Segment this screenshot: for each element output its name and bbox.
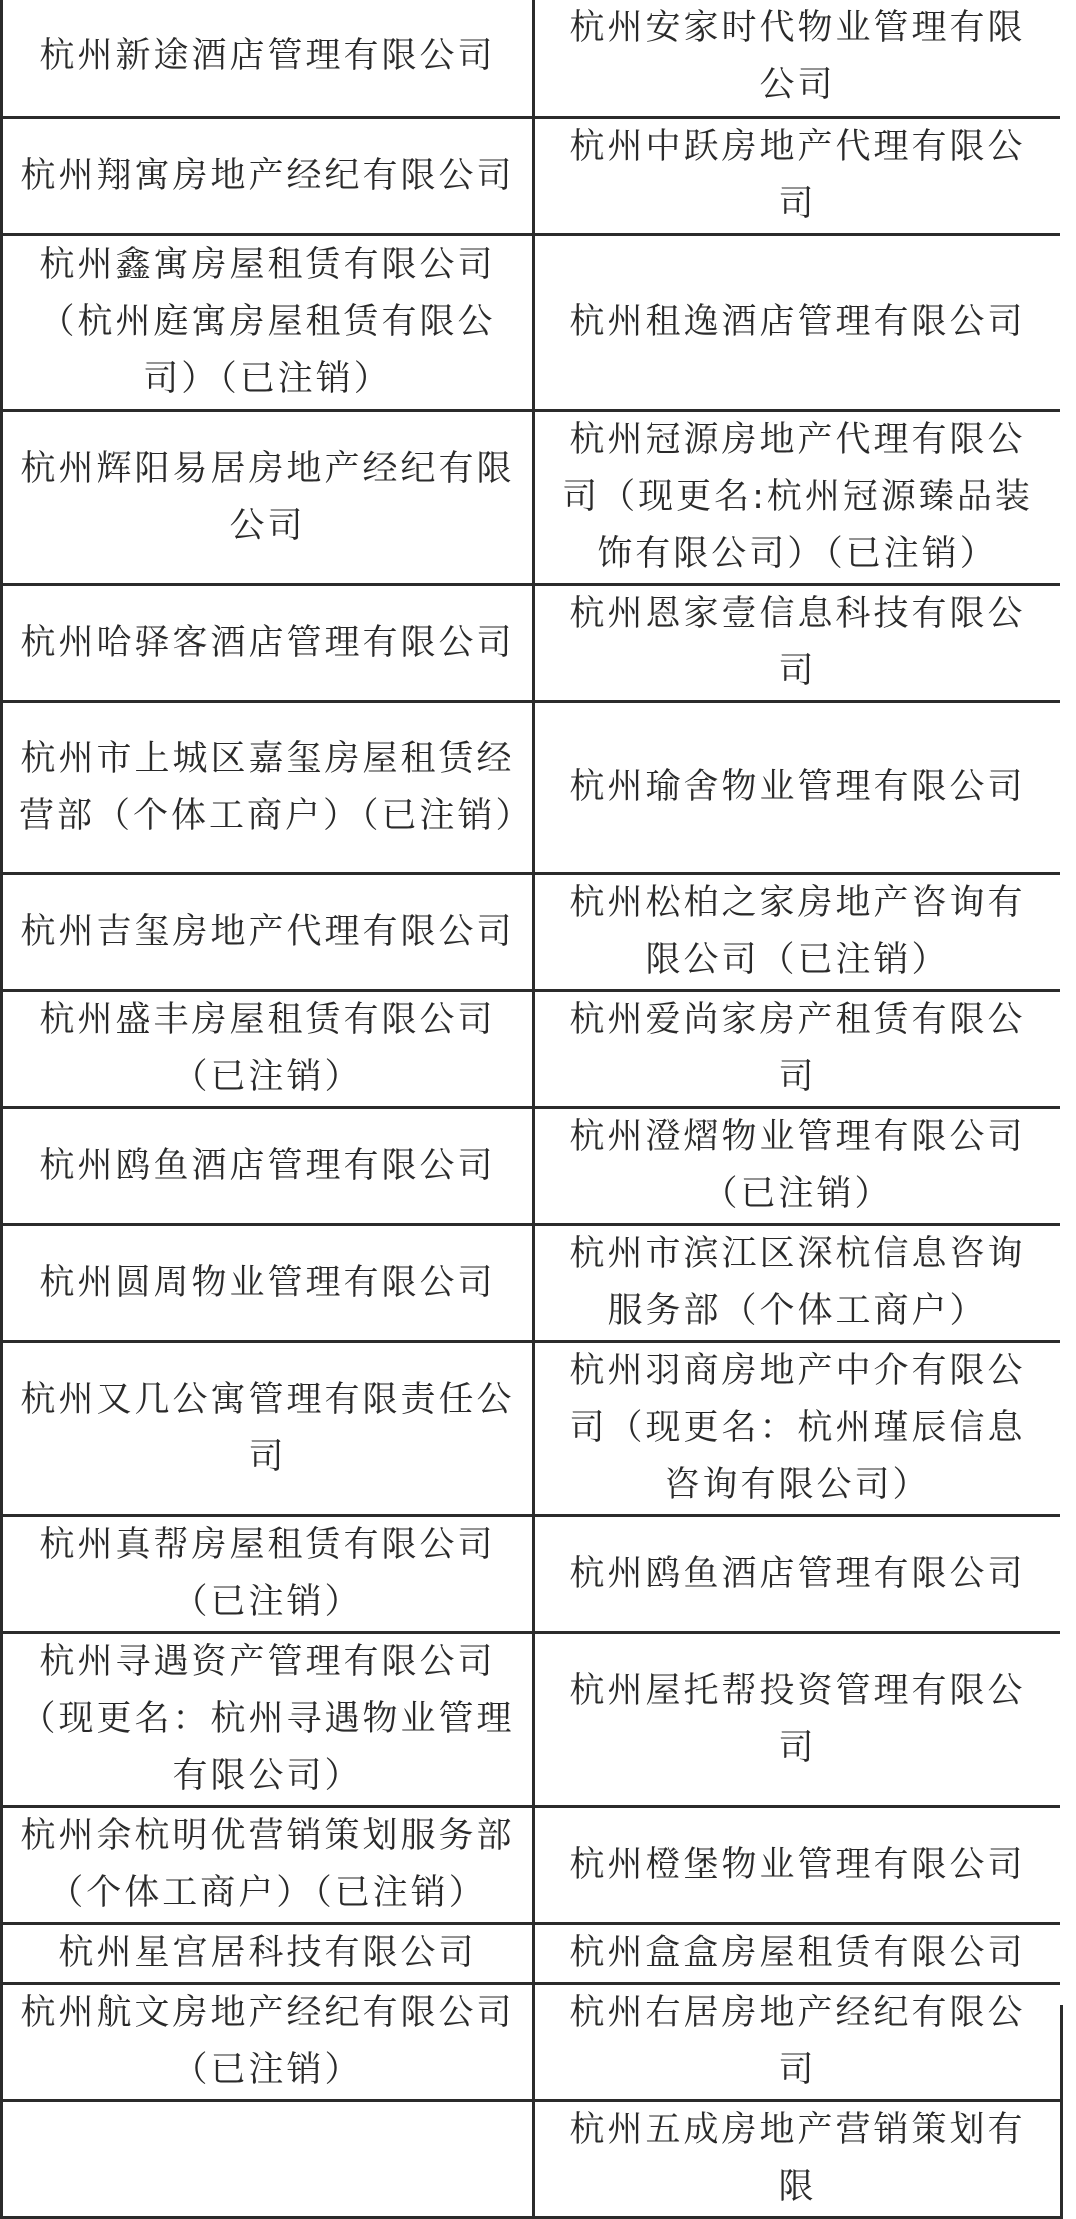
table-cell-left: 杭州新途酒店管理有限公司 bbox=[2, 0, 534, 118]
table-cell-left: 杭州鑫寓房屋租赁有限公司（杭州庭寓房屋租赁有限公司）（已注销） bbox=[2, 235, 534, 411]
table-row bbox=[2, 1984, 1062, 2101]
table-row bbox=[2, 585, 1062, 702]
table-cell-left: 杭州圆周物业管理有限公司 bbox=[2, 1225, 534, 1342]
table-cell-left: 杭州哈驿客酒店管理有限公司 bbox=[2, 585, 534, 702]
table-row bbox=[2, 235, 1062, 411]
table-cell-left: 杭州鸥鱼酒店管理有限公司 bbox=[2, 1108, 534, 1225]
table-cell-right: 杭州瑜舍物业管理有限公司 bbox=[534, 702, 1062, 874]
table-cell-left: 杭州吉玺房地产代理有限公司 bbox=[2, 874, 534, 991]
table-cell-left: 杭州市上城区嘉玺房屋租赁经营部（个体工商户）（已注销） bbox=[2, 702, 534, 874]
table-cell-left: 杭州辉阳易居房地产经纪有限公司 bbox=[2, 411, 534, 585]
table-row bbox=[2, 1342, 1062, 1516]
table-cell-left: 杭州星宫居科技有限公司 bbox=[2, 1924, 534, 1984]
table-row bbox=[2, 991, 1062, 1108]
table-cell-left: 杭州又几公寓管理有限责任公司 bbox=[2, 1342, 534, 1516]
table-cell-right: 杭州市滨江区深杭信息咨询服务部（个体工商户） bbox=[534, 1225, 1062, 1342]
table-cell-left: 杭州余杭明优营销策划服务部（个体工商户）（已注销） bbox=[2, 1807, 534, 1924]
table-row bbox=[2, 1924, 1062, 1984]
table-row bbox=[2, 1807, 1062, 1924]
table-row bbox=[2, 2101, 1062, 2218]
table-cell-right: 杭州右居房地产经纪有限公司 bbox=[534, 1984, 1062, 2101]
table-row bbox=[2, 1225, 1062, 1342]
table-row bbox=[2, 411, 1062, 585]
table-cell-right: 杭州爱尚家房产租赁有限公司 bbox=[534, 991, 1062, 1108]
table-cell-right: 杭州鸥鱼酒店管理有限公司 bbox=[534, 1516, 1062, 1633]
table-cell-right: 杭州盒盒房屋租赁有限公司 bbox=[534, 1924, 1062, 1984]
table-row bbox=[2, 1516, 1062, 1633]
table-cell-right: 杭州冠源房地产代理有限公司（现更名:杭州冠源臻品装饰有限公司）（已注销） bbox=[534, 411, 1062, 585]
table-row bbox=[2, 702, 1062, 874]
table-cell-left: 杭州翔寓房地产经纪有限公司 bbox=[2, 118, 534, 235]
table-cell-right: 杭州恩家壹信息科技有限公司 bbox=[534, 585, 1062, 702]
table-row bbox=[2, 1633, 1062, 1807]
page-margin bbox=[1060, 0, 1076, 2005]
table-cell-right: 杭州屋托帮投资管理有限公司 bbox=[534, 1633, 1062, 1807]
table-cell-right: 杭州澄熠物业管理有限公司（已注销） bbox=[534, 1108, 1062, 1225]
table-cell-right: 杭州松柏之家房地产咨询有限公司（已注销） bbox=[534, 874, 1062, 991]
table-cell-left: 杭州寻遇资产管理有限公司 （现更名：杭州寻遇物业管理有限公司） bbox=[2, 1633, 534, 1807]
table-row bbox=[2, 874, 1062, 991]
table-cell-left: 杭州航文房地产经纪有限公司（已注销） bbox=[2, 1984, 534, 2101]
table-cell-left: 杭州盛丰房屋租赁有限公司（已注销） bbox=[2, 991, 534, 1108]
table-row bbox=[2, 0, 1062, 118]
table-cell-right: 杭州安家时代物业管理有限公司 bbox=[534, 0, 1062, 118]
table-cell-right: 杭州中跃房地产代理有限公司 bbox=[534, 118, 1062, 235]
table-cell-right: 杭州租逸酒店管理有限公司 bbox=[534, 235, 1062, 411]
table-row bbox=[2, 118, 1062, 235]
table-cell-left bbox=[2, 2101, 534, 2218]
table-cell-left: 杭州真帮房屋租赁有限公司（已注销） bbox=[2, 1516, 534, 1633]
table-cell-right: 杭州橙堡物业管理有限公司 bbox=[534, 1807, 1062, 1924]
table-cell-right: 杭州羽商房地产中介有限公司（现更名：杭州瑾辰信息咨询有限公司） bbox=[534, 1342, 1062, 1516]
table-cell-right: 杭州五成房地产营销策划有限 bbox=[534, 2101, 1062, 2218]
table-row bbox=[2, 1108, 1062, 1225]
